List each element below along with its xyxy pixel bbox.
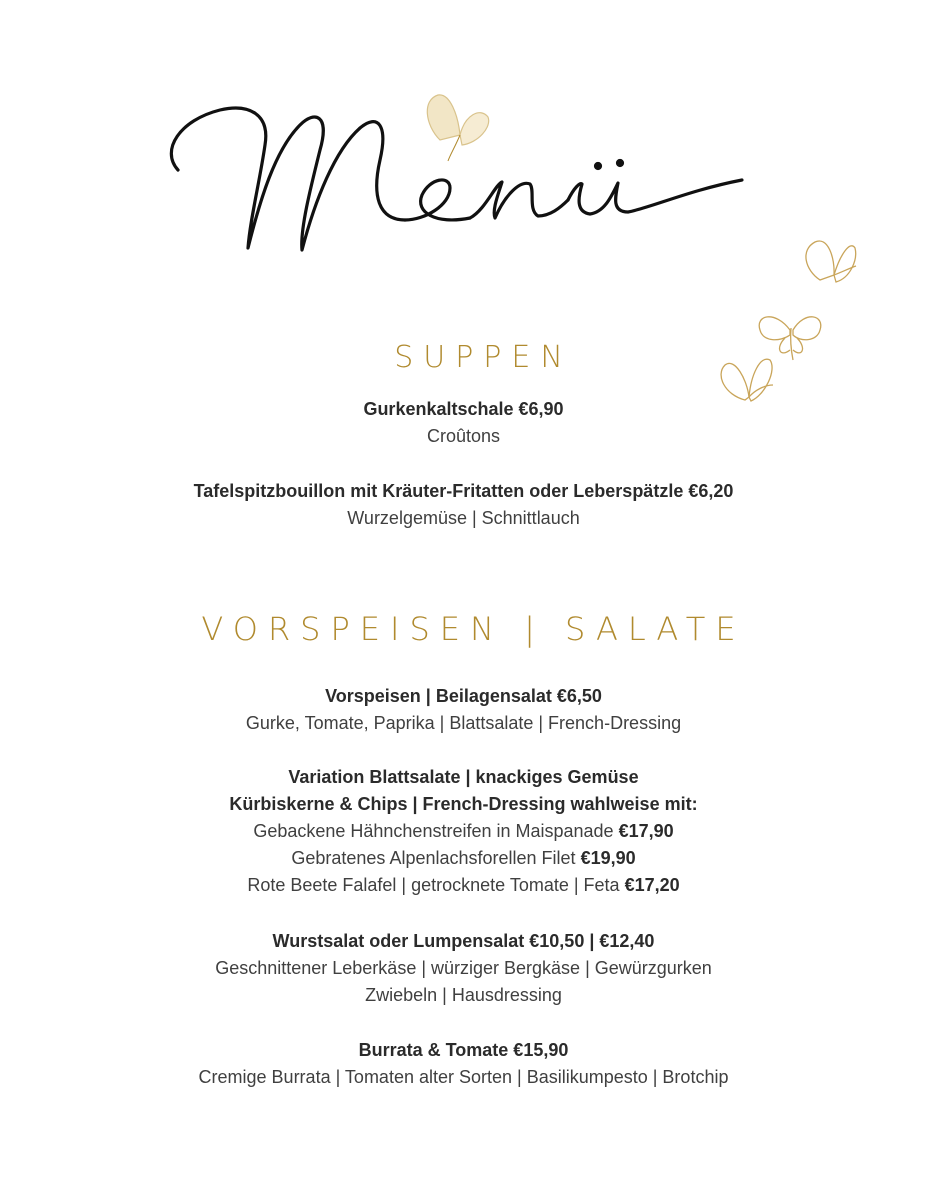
item-name: Gurkenkaltschale €6,90 — [363, 399, 564, 419]
section-heading-vorspeisen: VORSPEISEN | SALATE — [201, 610, 746, 648]
butterfly-icon — [427, 95, 488, 161]
item-option — [0, 845, 927, 872]
item-description: Cremige Burrata | Tomaten alter Sorten | Basilikumpesto | Brotchip — [198, 1067, 729, 1087]
option-text: Gebackene Hähnchenstreifen in Maispanade — [253, 821, 614, 841]
butterfly-icon — [806, 241, 856, 282]
item-name: Tafelspitzbouillon mit Kräuter-Fritatten oder Leberspätzle €6,20 — [193, 481, 734, 501]
butterflies-decoration — [700, 220, 880, 420]
option-price: €19,90 — [580, 848, 636, 868]
option-price: €17,90 — [618, 821, 674, 841]
item-name-line2: Kürbiskerne & Chips | French-Dressing wahlweise mit: — [229, 794, 698, 814]
menu-item — [0, 683, 927, 737]
item-option — [0, 818, 927, 845]
menu-item — [0, 1037, 927, 1091]
menu-item — [0, 764, 927, 899]
menu-item — [0, 478, 927, 532]
menu-title — [150, 70, 770, 270]
item-name: Vorspeisen | Beilagensalat €6,50 — [325, 686, 602, 706]
item-description: Croûtons — [426, 426, 501, 446]
option-text: Gebratenes Alpenlachsforellen Filet — [291, 848, 576, 868]
item-description: Geschnittener Leberkäse | würziger Bergkäse | Gewürzgurken — [215, 958, 712, 978]
item-description: Wurzelgemüse | Schnittlauch — [347, 508, 580, 528]
item-name: Variation Blattsalate | knackiges Gemüse — [288, 767, 639, 787]
menu-item — [0, 396, 927, 450]
item-option — [0, 872, 927, 899]
item-description: Gurke, Tomate, Paprika | Blattsalate | French-Dressing — [245, 713, 682, 733]
option-price: €17,20 — [624, 875, 680, 895]
item-description-line2: Zwiebeln | Hausdressing — [365, 985, 562, 1005]
item-name: Wurstsalat oder Lumpensalat €10,50 | €12,40 — [272, 931, 655, 951]
menu-item — [0, 928, 927, 1009]
item-name: Burrata & Tomate €15,90 — [358, 1040, 569, 1060]
section-heading-suppen: SUPPEN — [394, 340, 573, 375]
option-text: Rote Beete Falafel | getrocknete Tomate | Feta — [247, 875, 620, 895]
